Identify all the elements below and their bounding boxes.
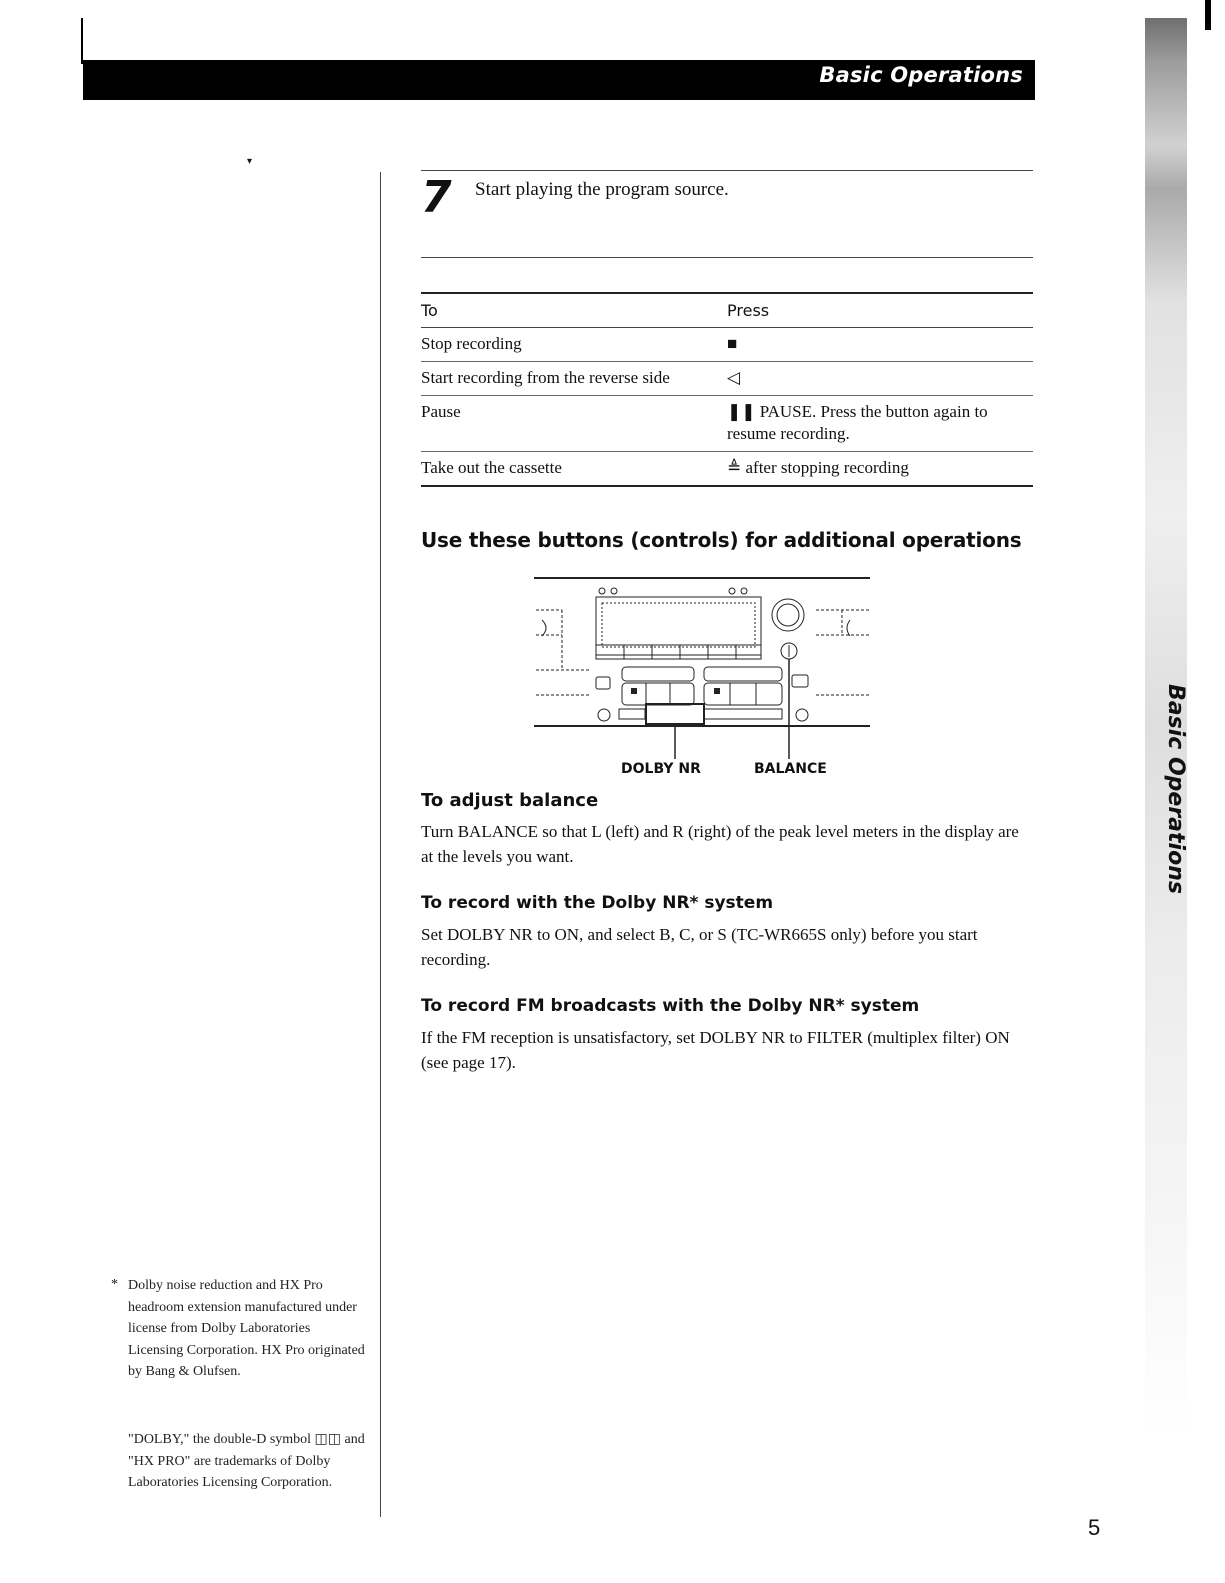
footnote-dolby-license: Dolby noise reduction and HX Pro headroom extension manufactured under license from Dolby Laboratories Licensing Corporation. HX Pro originated by Bang & Olufsen. bbox=[128, 1278, 365, 1379]
header-tick-mark bbox=[81, 18, 83, 64]
table-cell-action: Take out the cassette bbox=[421, 451, 727, 486]
step-top-rule bbox=[421, 170, 1033, 171]
table-row bbox=[421, 451, 1033, 486]
side-tab bbox=[1161, 684, 1191, 894]
table-cell-press: ◁ bbox=[727, 361, 1033, 395]
fm-text: If the FM reception is unsatisfactory, set DOLBY NR to FILTER (multiplex filter) ON (see page 17). bbox=[421, 1028, 1010, 1072]
page-number: 5 bbox=[1088, 1515, 1101, 1540]
dolby-text: Set DOLBY NR to ON, and select B, C, or S (TC-WR665S only) before you start recording. bbox=[421, 925, 978, 969]
cassette-deck-diagram bbox=[534, 575, 874, 765]
table-cell-press: ❚❚ PAUSE. Press the button again to resume recording. bbox=[727, 395, 1033, 451]
table-cell-action: Start recording from the reverse side bbox=[421, 361, 727, 395]
section-header-bar bbox=[83, 60, 1035, 100]
table-row bbox=[421, 395, 1033, 451]
table-row bbox=[421, 327, 1033, 361]
dolby-nr-callout: DOLBY NR bbox=[621, 761, 701, 777]
table-cell-action: Pause bbox=[421, 395, 727, 451]
table-row bbox=[421, 361, 1033, 395]
table-header-to: To bbox=[421, 293, 727, 327]
dolby-heading: To record with the Dolby NR* system bbox=[421, 893, 774, 913]
fm-heading: To record FM broadcasts with the Dolby NR* system bbox=[421, 996, 920, 1016]
step-number: 7 bbox=[421, 172, 452, 223]
section-header-title: Basic Operations bbox=[819, 63, 1023, 87]
edge-mark bbox=[1205, 0, 1211, 30]
table-cell-press: ■ bbox=[727, 327, 1033, 361]
step-bottom-rule bbox=[421, 257, 1033, 258]
operations-table bbox=[421, 292, 1033, 487]
side-tab-label: Basic Operations bbox=[1163, 684, 1188, 894]
table-cell-action: Stop recording bbox=[421, 327, 727, 361]
stray-mark: ▾ bbox=[247, 156, 253, 167]
footnote-marker: * bbox=[111, 1277, 118, 1292]
table-header-row bbox=[421, 293, 1033, 327]
column-divider bbox=[380, 172, 381, 1517]
step-text: Start playing the program source. bbox=[475, 179, 729, 200]
table-cell-press: ≜ after stopping recording bbox=[727, 451, 1033, 486]
balance-text: Turn BALANCE so that L (left) and R (right) of the peak level meters in the display are at the levels you want. bbox=[421, 822, 1019, 866]
section-heading: Use these buttons (controls) for additional operations bbox=[421, 528, 1022, 552]
balance-heading: To adjust balance bbox=[421, 790, 599, 811]
footnote-trademarks: "DOLBY," the double-D symbol ◫◫ and "HX PRO" are trademarks of Dolby Laboratories Licensing Corporation. bbox=[128, 1432, 365, 1490]
balance-callout: BALANCE bbox=[754, 761, 827, 777]
table-header-press: Press bbox=[727, 293, 1033, 327]
